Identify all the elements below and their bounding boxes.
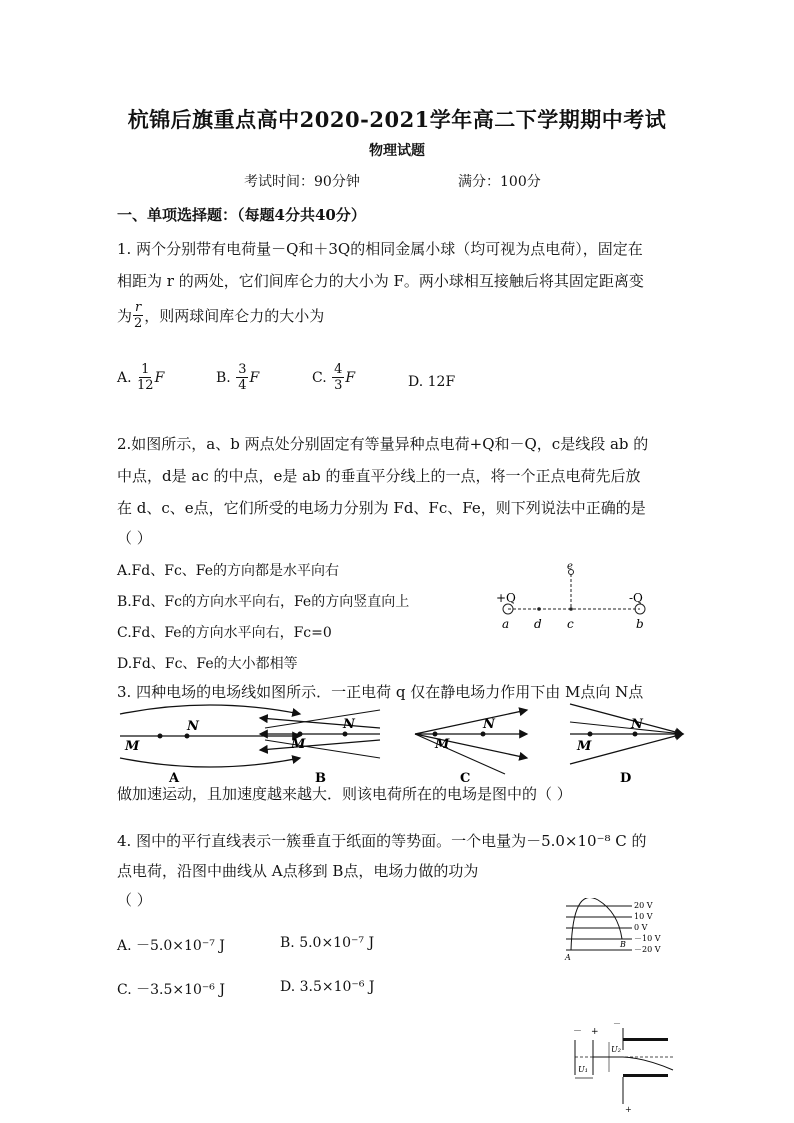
section-heading: 一、单项选择题：（每题4分共40分） — [117, 206, 366, 224]
q4-label-b: B — [620, 940, 626, 949]
q1-option-c[interactable]: C. $\frac{4}{3}$ F — [312, 362, 356, 393]
q3-label-c: C — [460, 771, 471, 785]
q1-option-a[interactable]: A. $\frac{1}{12}$ F — [117, 362, 165, 393]
q4-option-b[interactable]: B. 5.0×10⁻⁷ J — [280, 935, 375, 951]
q1-line3-post: ，则两球间库仑力的大小为 — [144, 307, 325, 325]
q2-label-b: b — [636, 617, 644, 631]
q4-level-20: 20 V — [634, 901, 653, 910]
q1-line2: 相距为 r 的两处，它们间库仑力的大小为 F。两小球相互接触后将其固定距离变 — [117, 272, 644, 290]
q2-label-e: e — [567, 562, 573, 572]
q1-option-d[interactable]: D. 12F — [408, 374, 456, 390]
q3-figure-c — [415, 710, 527, 785]
q4-option-a[interactable]: A. －5.0×10⁻⁷ J — [117, 938, 225, 954]
q1-fraction-num: r — [135, 300, 142, 315]
q2-option-b[interactable]: B.Fd、Fc的方向水平向右，Fe的方向竖直向上 — [117, 594, 410, 610]
exam-time: 考试时间：90分钟 — [244, 174, 360, 190]
q5-bottom-plus: + — [625, 1105, 632, 1114]
q4-label-a: A — [565, 953, 571, 962]
q1-line1: 1. 两个分别带有电荷量－Q和＋3Q的相同金属小球（均可视为点电荷），固定在 — [117, 240, 643, 258]
q5-u2-label: U₂ — [611, 1045, 621, 1054]
q5-bottom-minus: － — [613, 1020, 621, 1028]
svg-text:N: N — [187, 719, 199, 734]
q1-line3 — [117, 300, 324, 331]
q4-line3: （ ） — [117, 891, 152, 909]
q3-label-b: B — [315, 771, 326, 785]
q3-field-line-figures — [115, 700, 690, 785]
q4-level-0: 0 V — [634, 923, 648, 932]
full-score: 满分：100分 — [458, 174, 541, 190]
q2-line2: 中点，d是 ac 的中点，e是 ab 的垂直平分线上的一点，将一个正点电荷先后放 — [117, 467, 641, 485]
svg-text:M: M — [125, 739, 140, 754]
svg-text:M: M — [577, 739, 592, 754]
q2-label-plus-q: +Q — [496, 591, 516, 605]
q2-point-d-mark — [537, 607, 541, 611]
svg-text:N: N — [483, 717, 495, 732]
q4-option-d[interactable]: D. 3.5×10⁻⁶ J — [280, 979, 375, 995]
svg-text:M: M — [435, 737, 450, 752]
q4-level-minus-20: －20 V — [634, 945, 661, 954]
q2-option-d[interactable]: D.Fd、Fc、Fe的大小都相等 — [117, 656, 298, 672]
q4-option-c[interactable]: C. －3.5×10⁻⁶ J — [117, 982, 225, 998]
q2-line3: 在 d、c、e点，它们所受的电场力分别为 Fd、Fc、Fe，则下列说法中正确的是 — [117, 499, 646, 517]
q1-fraction — [133, 300, 143, 331]
q3-figure-d — [570, 704, 683, 785]
q1-line3-pre: 为 — [117, 307, 133, 325]
q3-label-a: A — [169, 771, 180, 785]
q2-label-d: d — [534, 617, 542, 631]
q2-option-a[interactable]: A.Fd、Fc、Fe的方向都是水平向右 — [117, 563, 340, 579]
q5-deflection-figure — [565, 1020, 685, 1120]
svg-text:M: M — [291, 737, 306, 752]
q2-label-minus-q: -Q — [629, 591, 643, 605]
q2-charge-figure — [490, 562, 660, 634]
svg-text:N: N — [343, 717, 355, 732]
q5-u1-label: U₁ — [578, 1065, 588, 1074]
q5-plus-label: + — [591, 1027, 599, 1037]
exam-title: 杭锦后旗重点高中2020-2021学年高二下学期期中考试 — [127, 107, 667, 132]
q3-label-d: D — [620, 771, 632, 785]
q2-label-c: c — [567, 617, 574, 631]
q2-option-c[interactable]: C.Fd、Fe的方向水平向右，Fc=0 — [117, 625, 332, 641]
svg-text:N: N — [631, 717, 643, 732]
q4-level-minus-10: －10 V — [634, 934, 661, 943]
q2-label-a: a — [502, 617, 510, 631]
exam-subtitle: 物理试题 — [369, 143, 425, 159]
q5-minus-label: － — [573, 1027, 583, 1037]
q2-line4: （ ） — [117, 529, 152, 547]
q1-option-b[interactable]: B. $\frac{3}{4}$ F — [216, 362, 260, 393]
q3-figure-b — [260, 710, 380, 785]
q4-equipotential-figure — [560, 898, 680, 962]
q1-fraction-den: 2 — [133, 316, 143, 331]
q3-line2: 做加速运动，且加速度越来越大．则该电荷所在的电场是图中的（ ） — [117, 785, 572, 803]
q4-line1: 4. 图中的平行直线表示一簇垂直于纸面的等势面。一个电量为－5.0×10⁻⁸ C 的 — [117, 832, 647, 850]
q4-line2: 点电荷，沿图中曲线从 A点移到 B点，电场力做的功为 — [117, 862, 479, 880]
q3-figure-a — [120, 705, 300, 785]
q2-line1: 2.如图所示，a、b 两点处分别固定有等量异种点电荷+Q和－Q，c是线段 ab 的 — [117, 435, 649, 453]
q2-point-c-mark — [569, 607, 573, 611]
q4-level-10: 10 V — [634, 912, 653, 921]
q3-line1: 3. 四种电场的电场线如图所示．一正电荷 q 仅在静电场力作用下由 M点向 N点 — [117, 683, 644, 701]
